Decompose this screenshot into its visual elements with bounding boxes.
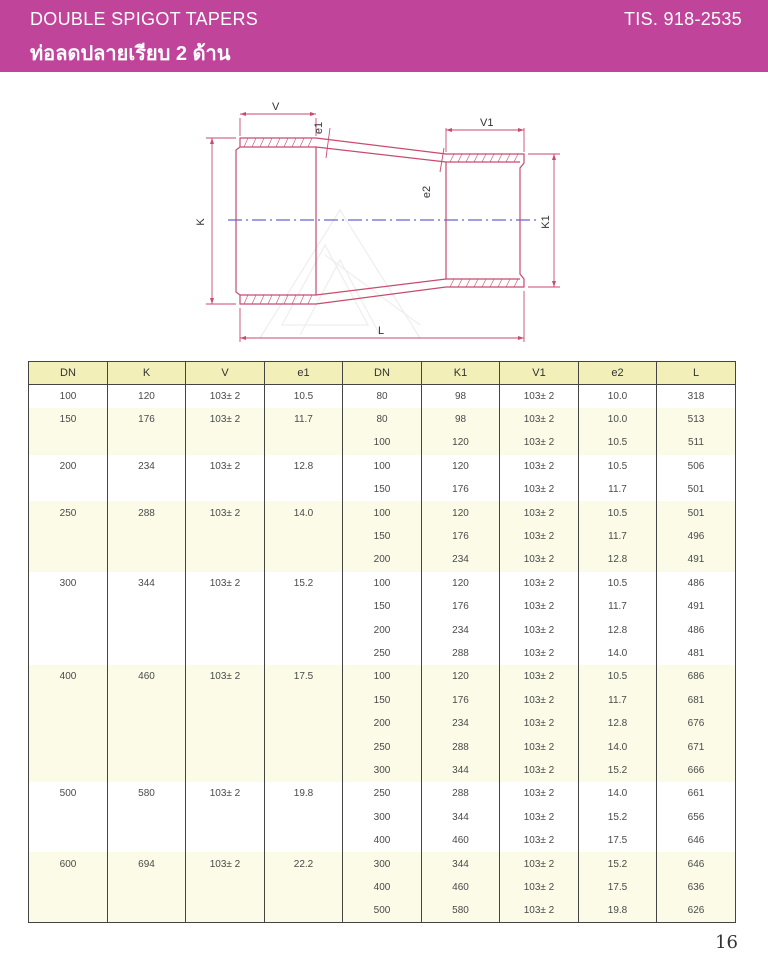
table-row — [29, 431, 736, 454]
table-cell: 300 — [343, 852, 422, 875]
table-cell — [265, 712, 343, 735]
table-cell: 344 — [422, 759, 500, 782]
column-header: e2 — [579, 362, 657, 385]
table-cell: 12.8 — [579, 712, 657, 735]
table-cell: 11.7 — [579, 689, 657, 712]
table-cell: 120 — [422, 665, 500, 688]
table-cell — [265, 525, 343, 548]
table-cell: 10.5 — [579, 455, 657, 478]
table-cell: 250 — [343, 642, 422, 665]
table-cell: 10.0 — [579, 385, 657, 408]
column-header: K — [108, 362, 186, 385]
table-cell: 15.2 — [579, 852, 657, 875]
table-cell: 103± 2 — [186, 572, 265, 595]
table-cell: 103± 2 — [500, 408, 579, 431]
table-cell: 686 — [657, 665, 736, 688]
table-cell: 98 — [422, 385, 500, 408]
table-cell: 80 — [343, 385, 422, 408]
table-cell: 176 — [422, 525, 500, 548]
table-cell: 460 — [422, 829, 500, 852]
table-cell: 100 — [343, 431, 422, 454]
table-row — [29, 899, 736, 922]
table-cell: 250 — [343, 782, 422, 805]
table-cell — [29, 806, 108, 829]
column-header: K1 — [422, 362, 500, 385]
table-cell: 103± 2 — [500, 806, 579, 829]
table-cell — [29, 735, 108, 758]
table-cell: 150 — [343, 689, 422, 712]
table-cell: 486 — [657, 572, 736, 595]
table-cell: 234 — [422, 712, 500, 735]
table-cell: 176 — [422, 595, 500, 618]
table-cell: 14.0 — [265, 501, 343, 524]
table-cell: 11.7 — [579, 595, 657, 618]
table-cell: 103± 2 — [500, 431, 579, 454]
table-cell: 10.5 — [579, 501, 657, 524]
column-header: V — [186, 362, 265, 385]
table-row — [29, 595, 736, 618]
table-header-row — [29, 362, 736, 385]
table-cell: 103± 2 — [500, 852, 579, 875]
table-cell — [265, 618, 343, 641]
table-cell — [29, 689, 108, 712]
table-cell — [29, 642, 108, 665]
table-cell — [265, 899, 343, 922]
standard-code: TIS. 918-2535 — [624, 9, 742, 29]
table-cell: 501 — [657, 501, 736, 524]
table-row — [29, 759, 736, 782]
table-cell — [29, 548, 108, 571]
table-cell — [186, 618, 265, 641]
table-cell — [265, 642, 343, 665]
table-cell: 120 — [422, 431, 500, 454]
table-cell: 17.5 — [579, 876, 657, 899]
table-cell: 288 — [422, 735, 500, 758]
title-english: DOUBLE SPIGOT TAPERS — [30, 9, 259, 29]
table-cell: 103± 2 — [500, 618, 579, 641]
table-cell — [29, 876, 108, 899]
table-cell: 15.2 — [265, 572, 343, 595]
table-cell: 694 — [108, 852, 186, 875]
table-cell: 19.8 — [579, 899, 657, 922]
table-cell — [108, 525, 186, 548]
table-cell — [265, 829, 343, 852]
table-cell: 500 — [343, 899, 422, 922]
table-cell: 22.2 — [265, 852, 343, 875]
table-cell — [186, 735, 265, 758]
table-cell: 103± 2 — [500, 595, 579, 618]
table-cell: 496 — [657, 525, 736, 548]
table-row — [29, 712, 736, 735]
table-cell — [186, 431, 265, 454]
table-cell — [265, 806, 343, 829]
table-cell — [186, 712, 265, 735]
table-cell: 200 — [343, 548, 422, 571]
table-cell — [108, 478, 186, 501]
table-row — [29, 618, 736, 641]
table-row — [29, 806, 736, 829]
dimension-table — [28, 361, 736, 923]
table-cell — [265, 431, 343, 454]
table-row — [29, 572, 736, 595]
table-cell — [108, 759, 186, 782]
table-row — [29, 642, 736, 665]
table-cell: 681 — [657, 689, 736, 712]
table-cell: 103± 2 — [186, 385, 265, 408]
table-cell: 103± 2 — [500, 712, 579, 735]
table-cell — [108, 806, 186, 829]
taper-outline — [236, 138, 524, 304]
table-cell: 10.0 — [579, 408, 657, 431]
watermark-logo — [260, 210, 420, 338]
table-cell: 11.7 — [265, 408, 343, 431]
table-cell: 14.0 — [579, 782, 657, 805]
table-cell: 600 — [29, 852, 108, 875]
table-cell: 17.5 — [265, 665, 343, 688]
table-cell: 103± 2 — [186, 782, 265, 805]
table-cell — [265, 478, 343, 501]
table-cell: 646 — [657, 852, 736, 875]
table-cell — [186, 899, 265, 922]
table-cell: 318 — [657, 385, 736, 408]
table-cell: 150 — [29, 408, 108, 431]
table-cell — [186, 689, 265, 712]
table-row — [29, 665, 736, 688]
table-cell — [29, 759, 108, 782]
table-cell: 17.5 — [579, 829, 657, 852]
table-cell: 501 — [657, 478, 736, 501]
table-cell — [186, 595, 265, 618]
table-cell: 300 — [343, 806, 422, 829]
table-cell: 103± 2 — [186, 852, 265, 875]
table-cell: 288 — [422, 642, 500, 665]
column-header: L — [657, 362, 736, 385]
table-cell: 11.7 — [579, 525, 657, 548]
table-cell: 176 — [422, 689, 500, 712]
table-cell: 656 — [657, 806, 736, 829]
table-cell: 100 — [29, 385, 108, 408]
table-cell — [186, 876, 265, 899]
table-cell — [29, 525, 108, 548]
table-cell: 103± 2 — [500, 501, 579, 524]
column-header: DN — [29, 362, 108, 385]
table-cell: 580 — [422, 899, 500, 922]
table-cell — [108, 899, 186, 922]
table-cell: 491 — [657, 595, 736, 618]
table-cell: 103± 2 — [500, 899, 579, 922]
table-cell: 103± 2 — [500, 735, 579, 758]
table-cell — [265, 689, 343, 712]
table-row — [29, 408, 736, 431]
table-cell: 103± 2 — [500, 548, 579, 571]
column-header: V1 — [500, 362, 579, 385]
table-cell: 176 — [108, 408, 186, 431]
table-row — [29, 525, 736, 548]
table-cell: 491 — [657, 548, 736, 571]
table-cell: 344 — [422, 852, 500, 875]
table-cell: 103± 2 — [500, 525, 579, 548]
table-cell: 250 — [343, 735, 422, 758]
table-cell — [108, 431, 186, 454]
table-cell: 234 — [422, 548, 500, 571]
table-cell: 344 — [108, 572, 186, 595]
table-cell: 120 — [422, 501, 500, 524]
table-body — [29, 385, 736, 923]
table-cell: 120 — [422, 455, 500, 478]
table-cell: 103± 2 — [500, 782, 579, 805]
table-row — [29, 689, 736, 712]
page-number: 16 — [715, 932, 738, 953]
table-cell — [29, 595, 108, 618]
table-cell: 400 — [343, 829, 422, 852]
table-cell: 200 — [343, 712, 422, 735]
table-cell — [108, 595, 186, 618]
table-cell: 460 — [108, 665, 186, 688]
table-cell — [108, 642, 186, 665]
table-cell: 150 — [343, 525, 422, 548]
table-cell: 12.8 — [579, 548, 657, 571]
table-cell — [186, 829, 265, 852]
table-cell — [29, 431, 108, 454]
table-cell: 176 — [422, 478, 500, 501]
table-cell — [108, 712, 186, 735]
table-cell — [186, 806, 265, 829]
table-cell — [186, 759, 265, 782]
table-row — [29, 782, 736, 805]
taper-drawing — [0, 80, 768, 360]
table-cell — [108, 735, 186, 758]
table-cell: 676 — [657, 712, 736, 735]
table-cell: 234 — [108, 455, 186, 478]
table-cell: 14.0 — [579, 642, 657, 665]
label-l: L — [378, 325, 385, 337]
table-cell: 646 — [657, 829, 736, 852]
table-cell: 661 — [657, 782, 736, 805]
table-cell: 460 — [422, 876, 500, 899]
table-cell: 19.8 — [265, 782, 343, 805]
table-cell: 98 — [422, 408, 500, 431]
table-cell: 103± 2 — [500, 876, 579, 899]
table-cell: 200 — [29, 455, 108, 478]
table-cell: 513 — [657, 408, 736, 431]
table-cell: 511 — [657, 431, 736, 454]
table-row — [29, 501, 736, 524]
table-cell — [186, 478, 265, 501]
table-cell: 100 — [343, 455, 422, 478]
table-row — [29, 852, 736, 875]
table-cell: 103± 2 — [500, 455, 579, 478]
table-cell: 626 — [657, 899, 736, 922]
table-cell: 10.5 — [579, 431, 657, 454]
table-cell: 150 — [343, 478, 422, 501]
table-cell: 80 — [343, 408, 422, 431]
table-cell — [108, 548, 186, 571]
table-cell: 10.5 — [265, 385, 343, 408]
column-header: e1 — [265, 362, 343, 385]
table-row — [29, 478, 736, 501]
table-cell: 103± 2 — [500, 665, 579, 688]
table-cell — [29, 618, 108, 641]
table-cell: 103± 2 — [186, 408, 265, 431]
table-cell — [186, 548, 265, 571]
table-cell: 120 — [422, 572, 500, 595]
table-cell: 103± 2 — [500, 642, 579, 665]
table-cell — [186, 642, 265, 665]
table-cell — [108, 876, 186, 899]
label-k: K — [195, 218, 207, 226]
label-k1: K1 — [540, 215, 552, 229]
table-cell: 14.0 — [579, 735, 657, 758]
table-row — [29, 548, 736, 571]
table-cell — [29, 712, 108, 735]
table-cell: 500 — [29, 782, 108, 805]
table-cell: 103± 2 — [500, 478, 579, 501]
table-cell: 400 — [343, 876, 422, 899]
table-cell: 100 — [343, 501, 422, 524]
table-cell: 481 — [657, 642, 736, 665]
label-v: V — [272, 101, 280, 113]
table-row — [29, 385, 736, 408]
page-header — [0, 0, 768, 72]
table-cell: 10.5 — [579, 572, 657, 595]
table-cell — [108, 618, 186, 641]
table-cell — [29, 899, 108, 922]
table-cell: 10.5 — [579, 665, 657, 688]
table-cell: 288 — [422, 782, 500, 805]
table-cell: 103± 2 — [186, 455, 265, 478]
label-e2: e2 — [421, 185, 433, 199]
table-cell: 103± 2 — [186, 501, 265, 524]
table-cell: 103± 2 — [500, 689, 579, 712]
table-cell: 100 — [343, 572, 422, 595]
table-cell: 100 — [343, 665, 422, 688]
table-cell — [186, 525, 265, 548]
table-cell: 486 — [657, 618, 736, 641]
column-header: DN — [343, 362, 422, 385]
table-cell: 288 — [108, 501, 186, 524]
table-cell: 103± 2 — [186, 665, 265, 688]
table-cell: 103± 2 — [500, 759, 579, 782]
table-cell: 506 — [657, 455, 736, 478]
table-cell: 103± 2 — [500, 385, 579, 408]
table-row — [29, 876, 736, 899]
table-row — [29, 735, 736, 758]
table-cell: 250 — [29, 501, 108, 524]
table-cell: 11.7 — [579, 478, 657, 501]
table-cell: 580 — [108, 782, 186, 805]
table-cell: 636 — [657, 876, 736, 899]
table-cell: 671 — [657, 735, 736, 758]
label-v1: V1 — [480, 117, 494, 129]
table-cell — [29, 829, 108, 852]
table-cell — [265, 735, 343, 758]
table-cell: 234 — [422, 618, 500, 641]
table-cell: 103± 2 — [500, 829, 579, 852]
table-cell: 400 — [29, 665, 108, 688]
table-cell: 344 — [422, 806, 500, 829]
table-cell: 666 — [657, 759, 736, 782]
table-cell — [265, 548, 343, 571]
table-cell: 12.8 — [265, 455, 343, 478]
table-cell — [108, 829, 186, 852]
table-cell — [108, 689, 186, 712]
table-cell: 200 — [343, 618, 422, 641]
table-cell: 300 — [343, 759, 422, 782]
dimension-lines — [206, 114, 560, 342]
table-cell: 103± 2 — [500, 572, 579, 595]
table-cell: 120 — [108, 385, 186, 408]
title-thai: ท่อลดปลายเรียบ 2 ด้าน — [30, 43, 231, 65]
table-cell: 150 — [343, 595, 422, 618]
table-row — [29, 455, 736, 478]
table-cell: 300 — [29, 572, 108, 595]
table-cell — [265, 759, 343, 782]
table-cell: 12.8 — [579, 618, 657, 641]
table-row — [29, 829, 736, 852]
table-cell: 15.2 — [579, 759, 657, 782]
table-cell: 15.2 — [579, 806, 657, 829]
table-cell — [265, 595, 343, 618]
table-cell — [265, 876, 343, 899]
label-e1: e1 — [313, 121, 325, 135]
table-cell — [29, 478, 108, 501]
